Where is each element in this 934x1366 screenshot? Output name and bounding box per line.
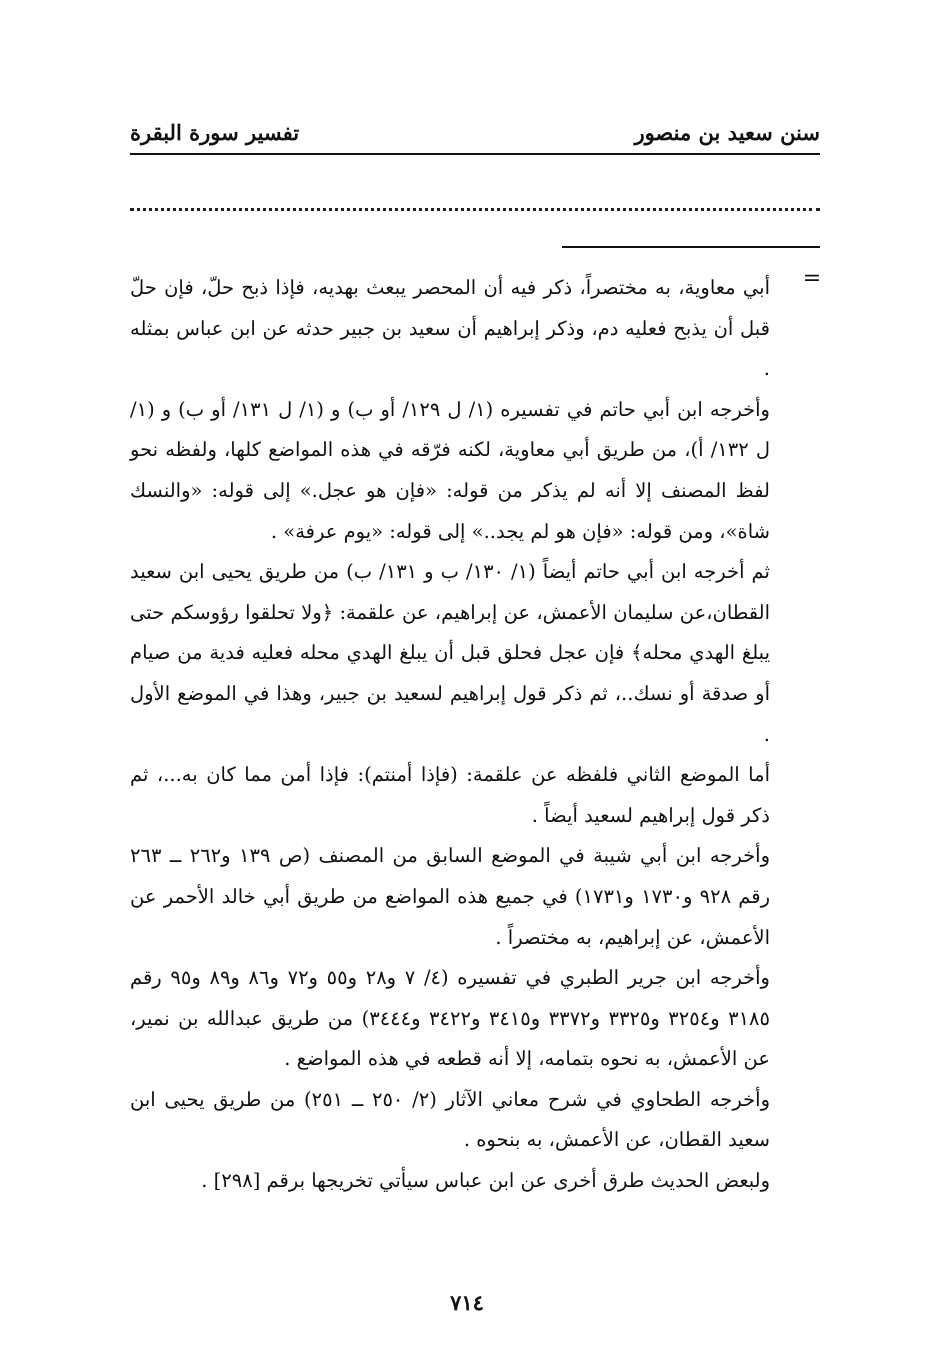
paragraph: أما الموضع الثاني فلفظه عن علقمة: (فإذا أمنتم): فإذا أمن مما كان به...، ثم ذكر قول إبراهيم لسعيد أيضاً .	[130, 763, 770, 827]
running-header	[130, 112, 820, 152]
footnote-text	[130, 268, 770, 1202]
paragraph: وأخرجه ابن جرير الطبري في تفسيره (٤/ ٧ و٢٨ و٥٥ و٧٢ و٨٦ و٨٩ و٩٥ رقم ٣١٨٥ و٣٢٥٤ و٣٣٢٥ و٣٣٧٢ و٣٤١٥ و٣٤٢٢ و٣٤٤٤) من طريق عبدالله بن نمير، عن الأعمش، به نحوه بتمامه، إلا أنه قطعه في هذه المواضع .	[130, 966, 770, 1071]
continuation-mark: =	[802, 266, 822, 291]
book-title: سنن سعيد بن منصور	[634, 119, 820, 145]
paragraph: وأخرجه الطحاوي في شرح معاني الآثار (٢/ ٢٥٠ ــ ٢٥١) من طريق يحيى ابن سعيد القطان، عن الأعمش، به بنحوه .	[130, 1087, 770, 1152]
paragraph: وأخرجه ابن أبي شيبة في الموضع السابق من المصنف (ص ١٣٩ و٢٦٢ ــ ٢٦٣ رقم ٩٢٨ و١٧٣٠ و١٧٣١) في جميع هذه المواضع من طريق أبي خالد الأحمر عن الأعمش، عن إبراهيم، به مختصراً .	[130, 844, 770, 949]
paragraph: ولبعض الحديث طرق أخرى عن ابن عباس سيأتي تخريجها برقم [٢٩٨] .	[201, 1169, 770, 1193]
dotted-separator	[130, 208, 820, 211]
section-title: تفسير سورة البقرة	[130, 119, 300, 145]
paragraph: أبي معاوية، به مختصراً، ذكر فيه أن المحصر يبعث بهديه، فإذا ذبح حلّ، فإن حلّ قبل أن يذبح فعليه دم، وذكر إبراهيم أن سعيد بن جبير حدثه عن ابن عباس بمثله .	[130, 276, 770, 381]
paragraph: وأخرجه ابن أبي حاتم في تفسيره (١/ ل ١٢٩/ أو ب) و (١/ ل ١٣١/ أو ب) و (١/ ل ١٣٢/ أ)، من طريق أبي معاوية، لكنه فرّقه في هذه المواضع كلها، ولفظه نحو لفظ المصنف إلا أنه لم يذكر من قوله: «فإن هو عجل.» إلى قوله: «والنسك شاة»، ومن قوله: «فإن هو لم يجد..» إلى قوله: «يوم عرفة» .	[130, 397, 770, 543]
footnote-rule	[562, 246, 820, 248]
header-rule	[130, 153, 820, 155]
page-number: ٧١٤	[450, 1290, 484, 1315]
paragraph: ثم أخرجه ابن أبي حاتم أيضاً (١/ ١٣٠/ ب و ١٣١/ ب) من طريق يحيى ابن سعيد القطان،عن سليمان الأعمش، عن إبراهيم، عن علقمة: ﴿ولا تحلقوا رؤوسكم حتى يبلغ الهدي محله﴾ فإن عجل فحلق قبل أن يبلغ الهدي محله فعليه فدية من صيام أو صدقة أو نسك..، ثم ذكر قول إبراهيم لسعيد بن جبير، وهذا في الموضع الأول .	[130, 560, 770, 746]
